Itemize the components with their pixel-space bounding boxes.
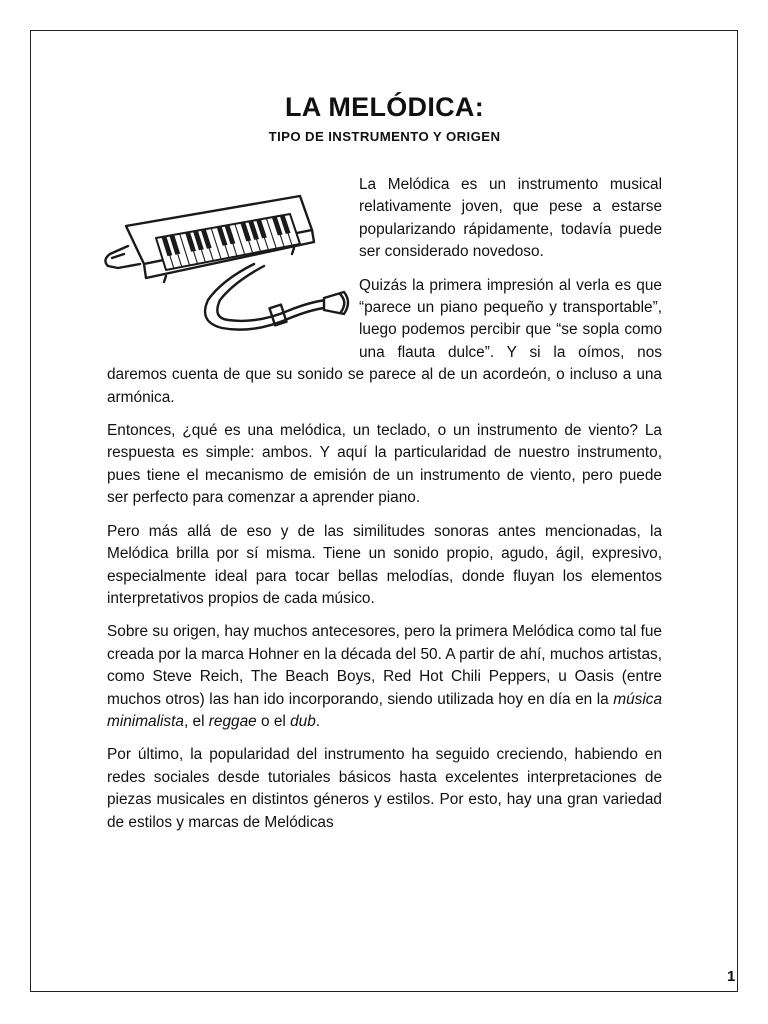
origin-text-2: , el [183,712,209,730]
paragraph-intro: La Melódica es un instrumento musical relativamente joven, que pese a estarse popularizando rápidamente, todavía puede ser considerado novedoso. [359,176,662,261]
genre-reggae: reggae [208,712,257,730]
paragraph-sound: Pero más allá de eso y de las similitudes sonoras antes mencionadas, la Melódica brilla por sí misma. Tiene un sonido propio, agudo, ágil, expresivo, especialmente ideal para tocar bellas melodías, donde fluyan los elementos interpretativos propios de cada músico. [107,522,662,607]
origin-text-4: . [315,712,321,730]
origin-text-1: Sobre su origen, hay muchos antecesores, pero la primera Melódica como tal fue creada por la marca Hohner en la década del 50. A partir de ahí, muchos artistas, como Steve Reich, The Beach Boys, Red Hot Chili Peppers, u Oasis (entre muchos otros) las han ido incorporando, siendo utilizada hoy en día en la [107,623,662,708]
genre-minimal-music: música minimalista [107,690,662,730]
origin-text-3: o el [256,712,291,730]
melodica-icon [104,168,351,358]
paragraph-origin [107,621,662,733]
page-title: LA MELÓDICA: [284,92,485,122]
paragraph-impression: Quizás la primera impresión al verla es que “parece un piano pequeño y transportable”, luego podemos percibir que “se sopla como una flauta dulce”. Y si la oímos, nos daremos cuenta de que su sonido se parece al de un acordeón, o incluso a una armónica. [107,276,662,406]
genre-dub: dub [290,712,316,730]
article [107,90,662,845]
melodica-illustration [104,168,351,358]
page-subtitle: TIPO DE INSTRUMENTO Y ORIGEN [268,129,501,144]
paragraph-definition: Entonces, ¿qué es una melódica, un teclado, o un instrumento de viento? La respuesta es simple: ambos. Y aquí la particularidad de nuestro instrumento, pues tiene el mecanismo de emisión de un instrumento de viento, pero puede ser perfecto para comenzar a aprender piano. [107,422,662,507]
paragraph-popularity: Por último, la popularidad del instrumento ha seguido creciendo, habiendo en redes sociales desde tutoriales básicos hasta excelentes interpretaciones de piezas musicales en distintos géneros y estilos. Por esto, hay una gran variedad de estilos y marcas de Melódicas [107,746,662,831]
page-number: 1 [727,968,736,985]
